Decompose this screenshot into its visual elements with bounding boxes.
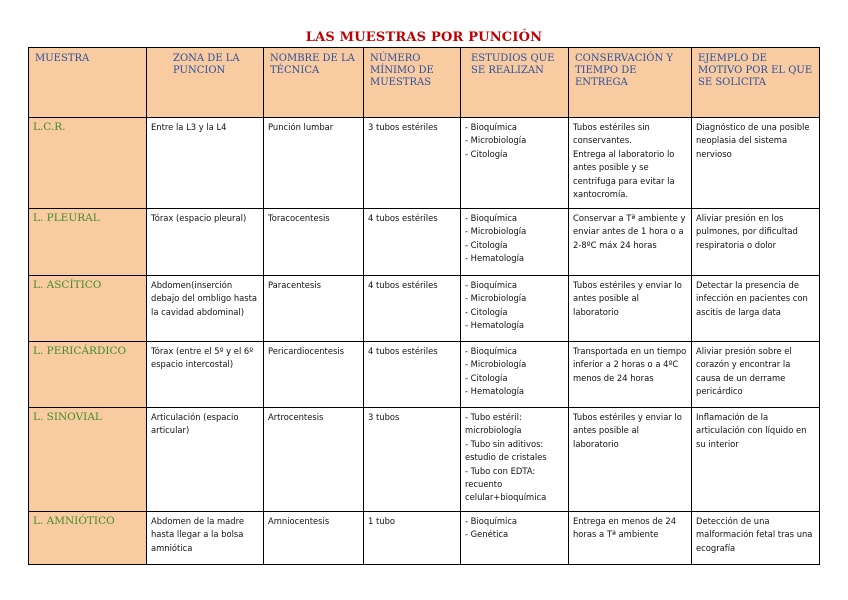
min-samples-cell: 4 tubos estériles: [364, 276, 461, 342]
technique-cell: Toracocentesis: [264, 209, 364, 276]
min-samples-cell: 3 tubos: [364, 408, 461, 512]
zone-cell: Tórax (entre el 5º y el 6º espacio intercostal): [147, 342, 264, 408]
conservation-cell: Conservar a Tª ambiente y enviar antes de 1 hora o a 2-8ºC máx 24 horas: [569, 209, 692, 276]
min-samples-cell: 3 tubos estériles: [364, 118, 461, 209]
zone-cell: Abdomen de la madre hasta llegar a la bolsa amniótica: [147, 512, 264, 565]
header-row: [29, 48, 820, 118]
sample-name: L. AMNIÓTICO: [29, 512, 147, 565]
zone-cell: Articulación (espacio articular): [147, 408, 264, 512]
sample-name: L. PERICÁRDICO: [29, 342, 147, 408]
studies-cell: - Tubo estéril: microbiología - Tubo sin aditivos: estudio de cristales - Tubo con EDTA: recuento celular+bioquímica: [461, 408, 569, 512]
studies-cell: - Bioquímica - Genética: [461, 512, 569, 565]
conservation-cell: Transportada en un tiempo inferior a 2 horas o a 4ºC menos de 24 horas: [569, 342, 692, 408]
technique-cell: Artrocentesis: [264, 408, 364, 512]
table-row: [29, 408, 820, 512]
reason-cell: Aliviar presión en los pulmones, por dificultad respiratoria o dolor: [692, 209, 820, 276]
conservation-cell: Tubos estériles y enviar lo antes posible al laboratorio: [569, 276, 692, 342]
studies-cell: - Bioquímica - Microbiología - Citología - Hematología: [461, 342, 569, 408]
table-row: [29, 209, 820, 276]
page-title: LAS MUESTRAS POR PUNCIÓN: [305, 30, 543, 45]
reason-cell: Aliviar presión sobre el corazón y encontrar la causa de un derrame pericárdico: [692, 342, 820, 408]
zone-cell: Entre la L3 y la L4: [147, 118, 264, 209]
reason-cell: Detección de una malformación fetal tras una ecografía: [692, 512, 820, 565]
conservation-cell: Tubos estériles y enviar lo antes posible al laboratorio: [569, 408, 692, 512]
studies-cell: - Bioquímica - Microbiología - Citología: [461, 118, 569, 209]
header-min-samples: NÚMERO MÍNIMO DE MUESTRAS: [364, 48, 461, 118]
samples-table: [28, 47, 820, 565]
header-sample: MUESTRA: [29, 48, 147, 118]
table-row: [29, 118, 820, 209]
technique-cell: Pericardiocentesis: [264, 342, 364, 408]
table-row: [29, 342, 820, 408]
min-samples-cell: 4 tubos estériles: [364, 209, 461, 276]
sample-name: L. SINOVIAL: [29, 408, 147, 512]
zone-cell: Abdomen(inserción debajo del ombligo hasta la cavidad abdominal): [147, 276, 264, 342]
zone-cell: Tórax (espacio pleural): [147, 209, 264, 276]
header-studies: ESTUDIOS QUE SE REALIZAN: [461, 48, 569, 118]
table-row: [29, 512, 820, 565]
conservation-cell: Tubos estériles sin conservantes. Entrega al laboratorio lo antes posible y se centrifuga para evitar la xantocromía.: [569, 118, 692, 209]
min-samples-cell: 4 tubos estériles: [364, 342, 461, 408]
header-conservation: CONSERVACIÓN Y TIEMPO DE ENTREGA: [569, 48, 692, 118]
reason-cell: Diagnóstico de una posible neoplasia del sistema nervioso: [692, 118, 820, 209]
technique-cell: Amniocentesis: [264, 512, 364, 565]
table-row: [29, 276, 820, 342]
header-reason: EJEMPLO DE MOTIVO POR EL QUE SE SOLICITA: [692, 48, 820, 118]
sample-name: L. PLEURAL: [29, 209, 147, 276]
studies-cell: - Bioquímica - Microbiología - Citología - Hematología: [461, 209, 569, 276]
technique-cell: Paracentesis: [264, 276, 364, 342]
sample-name: L.C.R.: [29, 118, 147, 209]
reason-cell: Detectar la presencia de infección en pacientes con ascitis de larga data: [692, 276, 820, 342]
conservation-cell: Entrega en menos de 24 horas a Tª ambiente: [569, 512, 692, 565]
technique-cell: Punción lumbar: [264, 118, 364, 209]
min-samples-cell: 1 tubo: [364, 512, 461, 565]
sample-name: L. ASCÍTICO: [29, 276, 147, 342]
header-zone: ZONA DE LA PUNCION: [147, 48, 264, 118]
header-technique: NOMBRE DE LA TÉCNICA: [264, 48, 364, 118]
studies-cell: - Bioquímica - Microbiología - Citología - Hematología: [461, 276, 569, 342]
reason-cell: Inflamación de la articulación con líquido en su interior: [692, 408, 820, 512]
